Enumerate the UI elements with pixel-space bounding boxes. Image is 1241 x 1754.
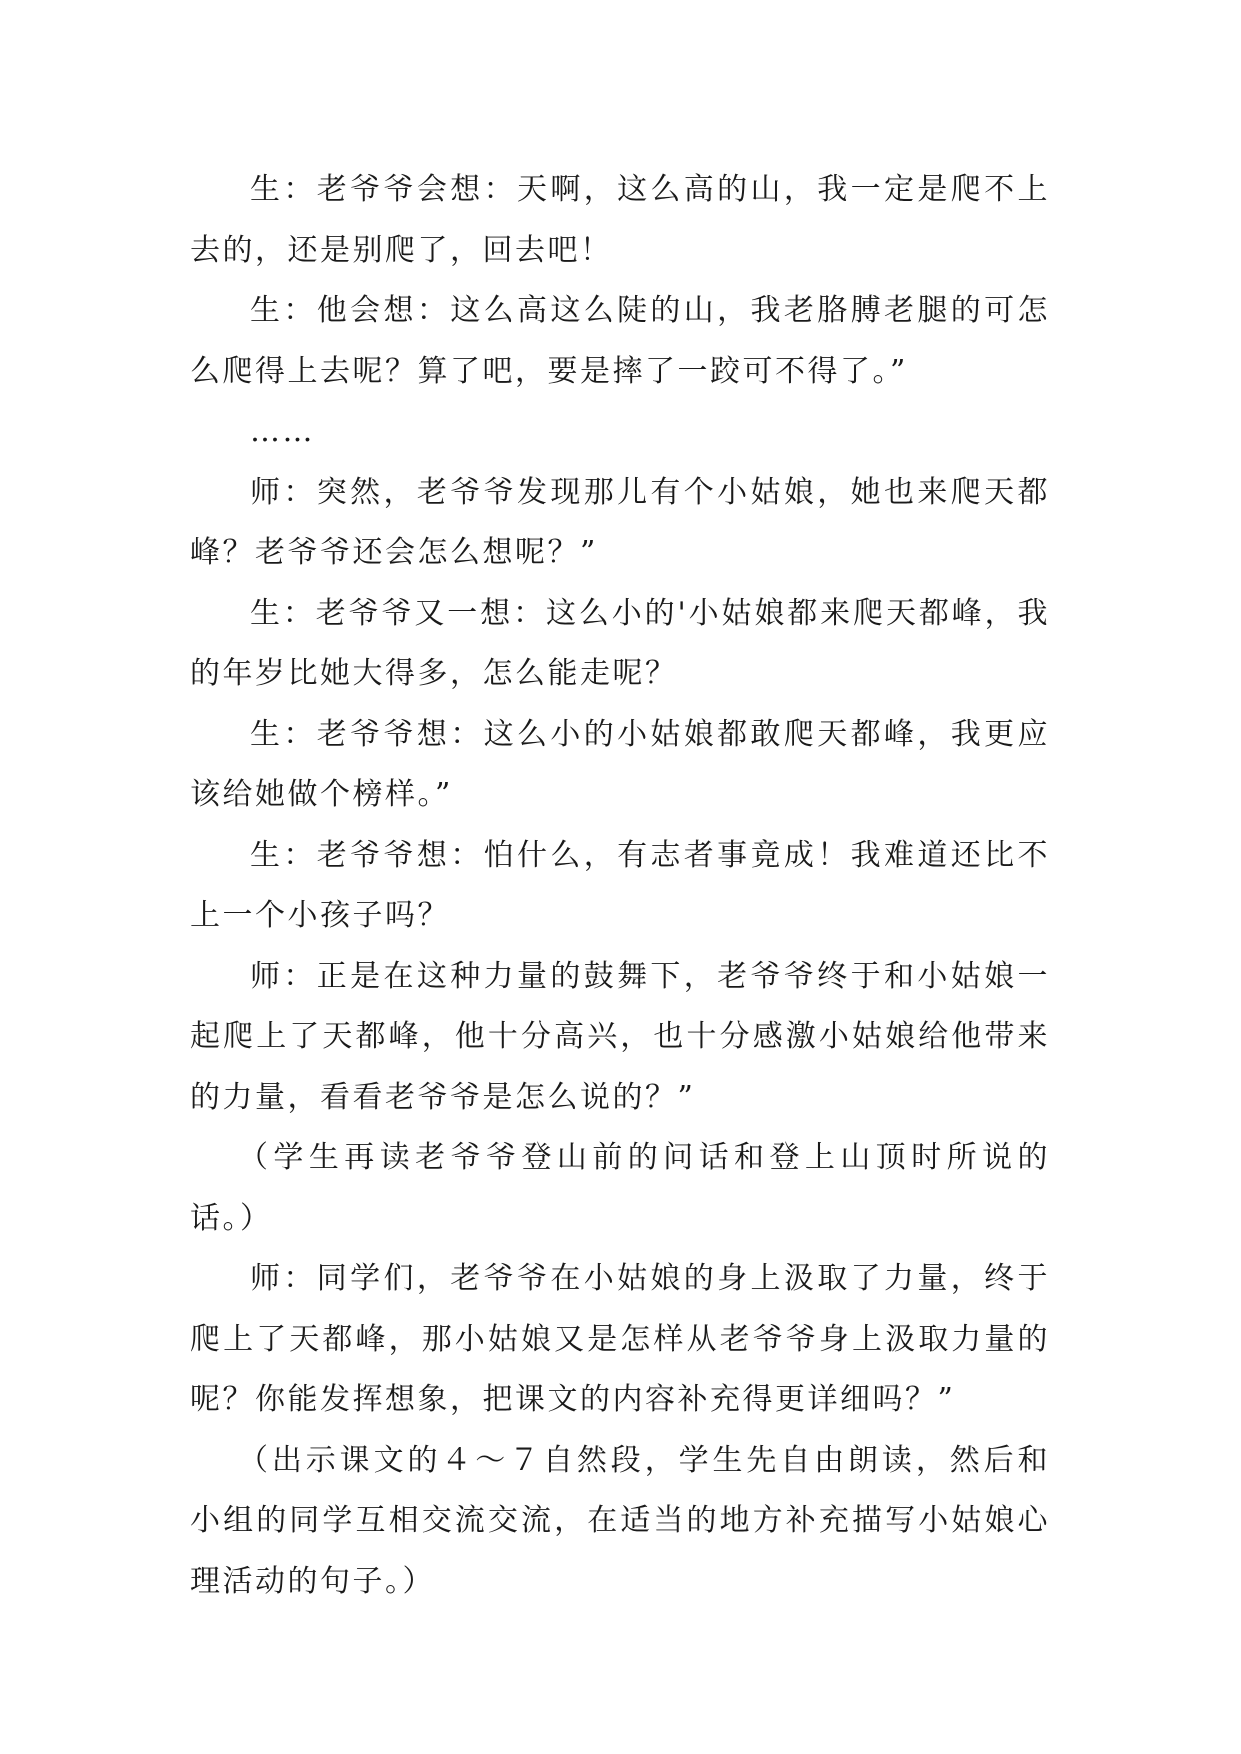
paragraph-6: 生：老爷爷想：这么小的小姑娘都敢爬天都峰，我更应该给她做个榜样。” xyxy=(190,716,1050,812)
paragraph-1: 生：老爷爷会想：天啊，这么高的山，我一定是爬不上去的，还是别爬了，回去吧！ xyxy=(190,172,1050,268)
paragraph-11: （出示课文的４～７自然段，学生先自由朗读，然后和小组的同学互相交流交流，在适当的地方补充描写小姑娘心理活动的句子。） xyxy=(190,1442,1050,1599)
paragraph-2: 生：他会想：这么高这么陡的山，我老胳膊老腿的可怎么爬得上去呢？算了吧，要是摔了一跤可不得了。” xyxy=(190,293,1050,389)
paragraph-4: 师：突然，老爷爷发现那儿有个小姑娘，她也来爬天都峰？老爷爷还会怎么想呢？” xyxy=(190,474,1050,570)
document-body xyxy=(190,160,1050,1612)
paragraph-9: （学生再读老爷爷登山前的问话和登上山顶时所说的话。） xyxy=(190,1140,1050,1236)
paragraph-10: 师：同学们，老爷爷在小姑娘的身上汲取了力量，终于爬上了天都峰，那小姑娘又是怎样从老爷爷身上汲取力量的呢？你能发挥想象，把课文的内容补充得更详细吗？” xyxy=(190,1261,1050,1417)
paragraph-7: 生：老爷爷想：怕什么，有志者事竟成！我难道还比不上一个小孩子吗？ xyxy=(190,837,1050,933)
paragraph-ellipsis: …… xyxy=(250,414,315,449)
paragraph-8: 师：正是在这种力量的鼓舞下，老爷爷终于和小姑娘一起爬上了天都峰，他十分高兴，也十分感激小姑娘给他带来的力量，看看老爷爷是怎么说的？” xyxy=(190,958,1050,1115)
paragraph-5: 生：老爷爷又一想：这么小的'小姑娘都来爬天都峰，我的年岁比她大得多，怎么能走呢？ xyxy=(190,595,1050,691)
